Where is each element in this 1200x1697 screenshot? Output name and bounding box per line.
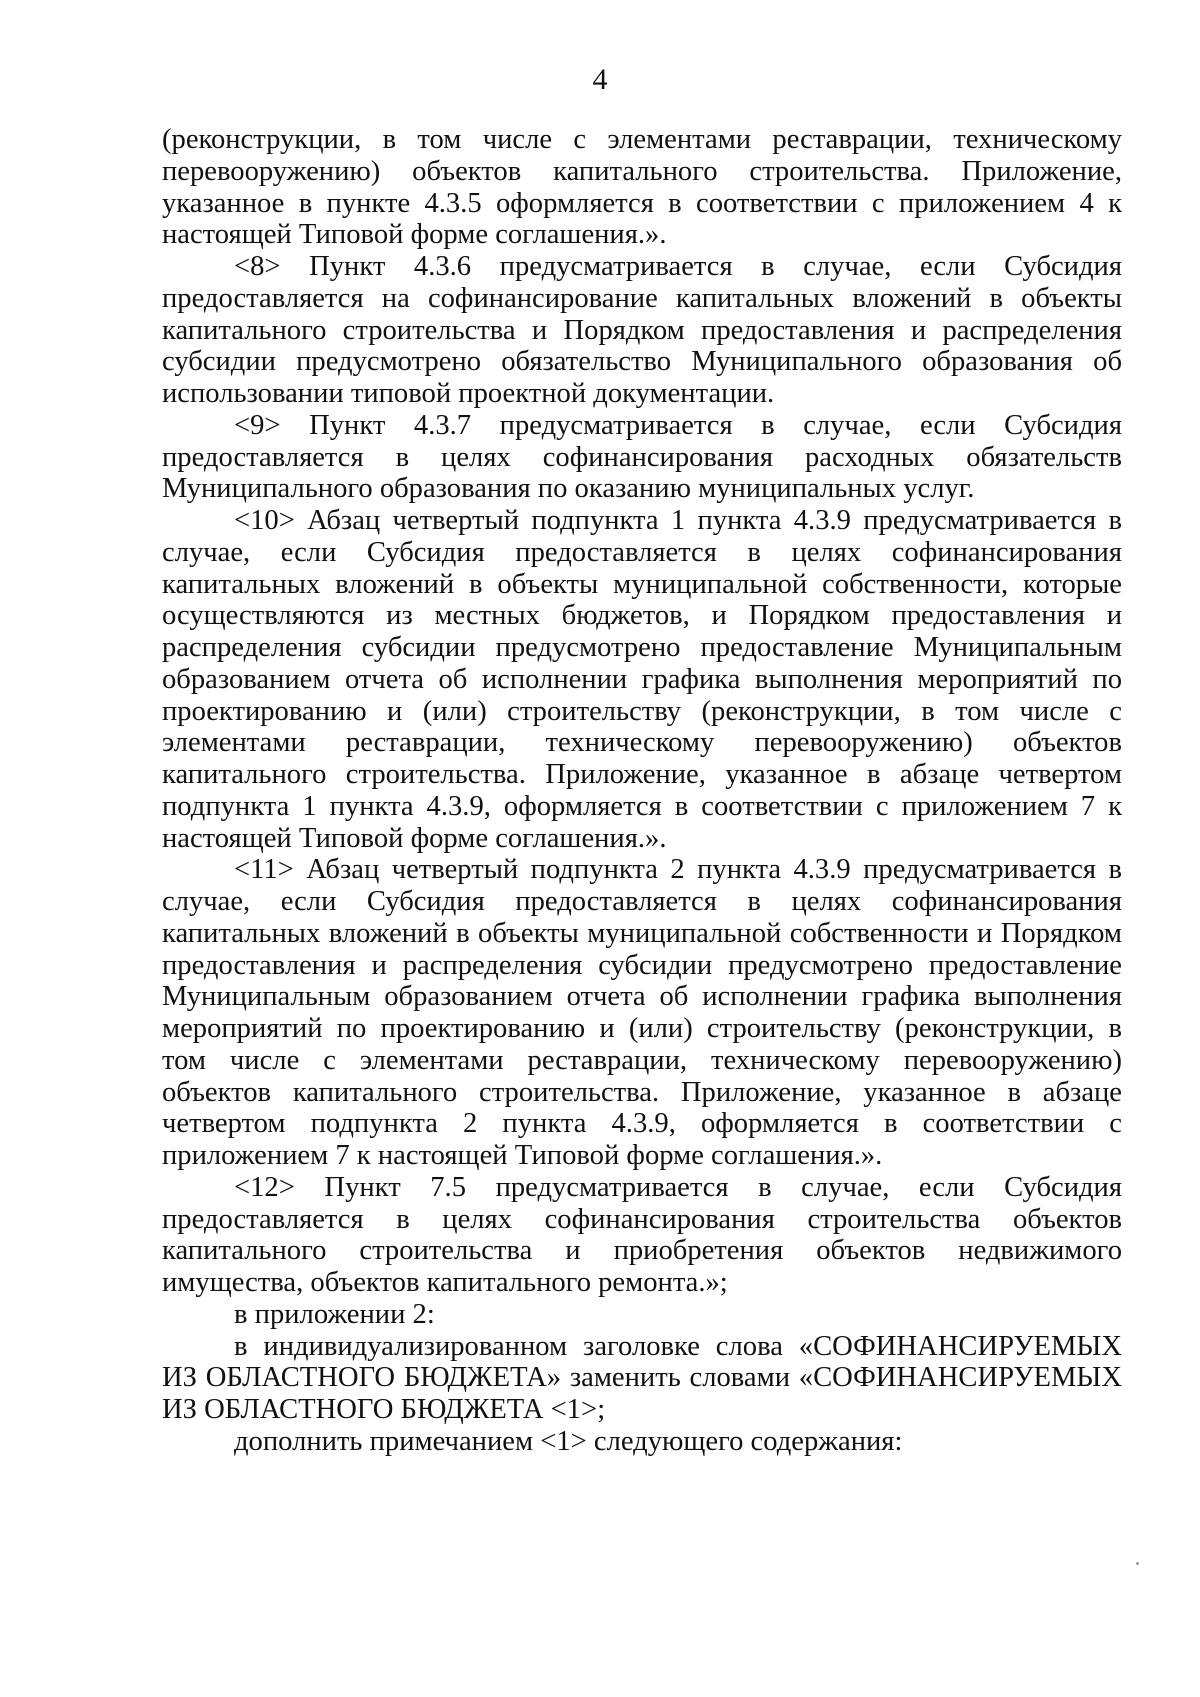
- footnote-9-paragraph: <9> Пункт 4.3.7 предусматривается в случае, если Субсидия предоставляется в целях софинансирования расходных обязательств Муниципального образования по оказанию муниципальных услуг.: [162, 409, 1122, 505]
- heading-replacement-paragraph: в индивидуализированном заголовке слова «СОФИНАНСИРУЕМЫХ ИЗ ОБЛАСТНОГО БЮДЖЕТА» заменить словами «СОФИНАНСИРУЕМЫХ ИЗ ОБЛАСТНОГО БЮДЖЕТА <1>;: [162, 1330, 1122, 1425]
- footnote-10-paragraph: <10> Абзац четвертый подпункта 1 пункта 4.3.9 предусматривается в случае, если Субсидия предоставляется в целях софинансирования капитальных вложений в объекты муниципальной собственности, которые осуществляются из местных бюджетов, и Порядком предоставления и распределения субсидии предусмотрено предоставление Муниципальным образованием отчета об исполнении графика выполнения мероприятий по проектированию и (или) строительству (реконструкции, в том числе с элементами реставрации, техническому перевооружению) объектов капитального строительства. Приложение, указанное в абзаце четвертом подпункта 1 пункта 4.3.9, оформляется в соответствии с приложением 7 к настоящей Типовой форме соглашения.».: [162, 505, 1122, 854]
- page-number: 4: [592, 63, 608, 96]
- paragraph-continuation: (реконструкции, в том числе с элементами реставрации, техническому перевооружению) объектов капитального строительства. Приложение, указанное в пункте 4.3.5 оформляется в соответствии с приложением 4 к настоящей Типовой форме соглашения.».: [162, 124, 1122, 251]
- footnote-11-paragraph: <11> Абзац четвертый подпункта 2 пункта 4.3.9 предусматривается в случае, если Субсидия предоставляется в целях софинансирования капитальных вложений в объекты муниципальной собственности и Порядком предоставления и распределения субсидии предусмотрено предоставление Муниципальным образованием отчета об исполнении графика выполнения мероприятий по проектированию и (или) строительству (реконструкции, в том числе с элементами реставрации, техническому перевооружению) объектов капитального строительства. Приложение, указанное в абзаце четвертом подпункта 2 пункта 4.3.9, оформляется в соответствии с приложением 7 к настоящей Типовой форме соглашения.».: [162, 854, 1122, 1171]
- footnote-8-paragraph: <8> Пункт 4.3.6 предусматривается в случае, если Субсидия предоставляется на софинансирование капитальных вложений в объекты капитального строительства и Порядком предоставления и распределения субсидии предусмотрено обязательство Муниципального образования об использовании типовой проектной документации.: [162, 251, 1122, 409]
- footnote-12-paragraph: <12> Пункт 7.5 предусматривается в случае, если Субсидия предоставляется в целях софинансирования строительства объектов капитального строительства и приобретения объектов недвижимого имущества, объектов капитального ремонта.»;: [162, 1171, 1122, 1298]
- appendix-2-paragraph: в приложении 2:: [234, 1298, 435, 1330]
- document-body: [162, 124, 1122, 1458]
- scan-speck: [1136, 1562, 1139, 1565]
- note-addition-paragraph: дополнить примечанием <1> следующего содержания:: [234, 1425, 903, 1457]
